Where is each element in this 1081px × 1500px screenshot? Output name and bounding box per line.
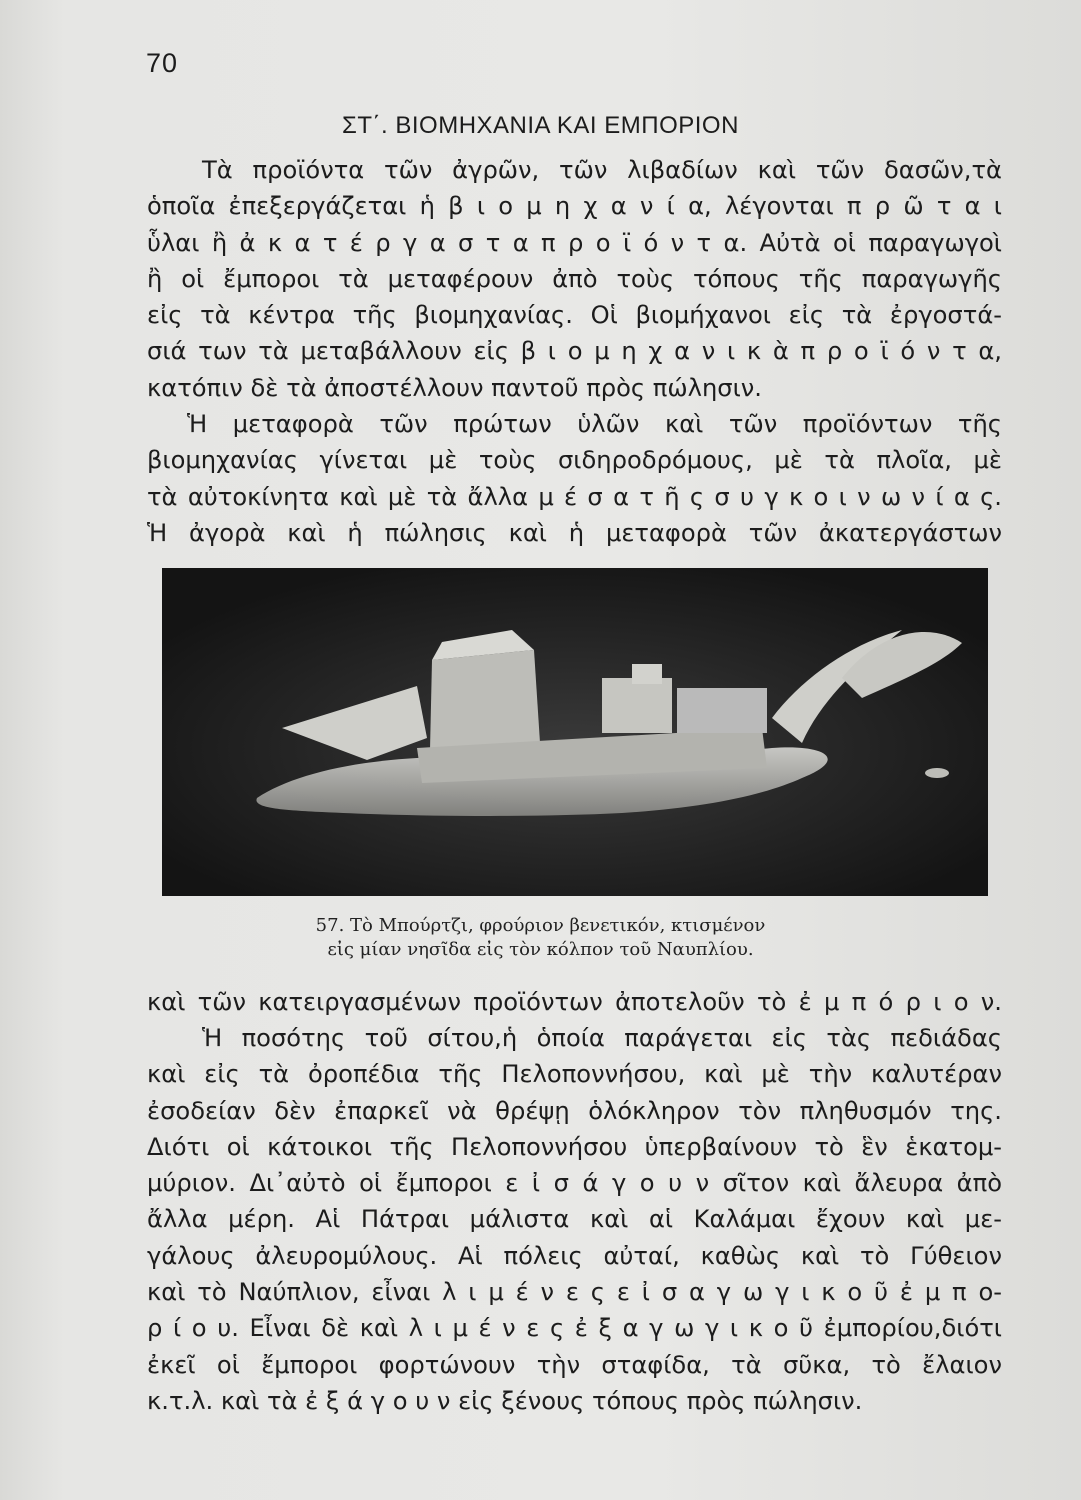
paragraph-4: [147, 1020, 1002, 1419]
section-heading: ΣΤ΄. ΒΙΟΜΗΧΑΝΙΑ ΚΑΙ ΕΜΠΟΡΙΟΝ: [342, 112, 739, 139]
text-line: ἢ οἱ ἔμποροι τὰ μεταφέρουν ἀπὸ τοὺς τόπους τῆς παραγωγῆς: [147, 264, 1002, 293]
page-number: 70: [146, 48, 179, 78]
text-line: κ.τ.λ. καὶ τὰ ἐ ξ ά γ ο υ ν εἰς ξένους τόπους πρὸς πώλησιν.: [147, 1386, 863, 1415]
figure-caption: [0, 914, 1081, 962]
text-line: μύριον. Δι᾽αὐτὸ οἱ ἔμποροι ε ἰ σ ά γ ο υ ν σῖτον καὶ ἄλευρα ἀπὸ: [147, 1169, 1002, 1198]
text-line: βιομηχανίας γίνεται μὲ τοὺς σιδηροδρόμους, μὲ τὰ πλοῖα, μὲ: [147, 446, 1002, 475]
text-line: καὶ τὸ Ναύπλιον, εἶναι λ ι μ έ ν ε ς ε ἰ σ α γ ω γ ι κ ο ῦ ἐ μ π ο-: [147, 1278, 1002, 1307]
text-line: γάλους ἀλευρομύλους. Αἱ πόλεις αὐταί, καθὼς καὶ τὸ Γύθειον: [147, 1241, 1002, 1270]
text-line: καὶ τῶν κατειργασμένων προϊόντων ἀποτελοῦν τὸ ἐ μ π ό ρ ι ο ν.: [147, 988, 1002, 1016]
fortress-photo: [162, 568, 988, 896]
text-line: ἄλλα μέρη. Αἱ Πάτραι μάλιστα καὶ αἱ Καλάμαι ἔχουν καὶ με-: [147, 1205, 1002, 1234]
caption-line: 57. Τὸ Μπούρτζι, φρούριον βενετικόν, κτισμένον: [315, 915, 766, 936]
text-line: ρ ί ο υ. Εἶναι δὲ καὶ λ ι μ έ ν ε ς ἐ ξ α γ ω γ ι κ ο ῦ ἐμπορίου,διότι: [147, 1314, 1002, 1343]
text-line: Ἡ ποσότης τοῦ σίτου,ἡ ὁποία παράγεται εἰς τὰς πεδιάδας: [202, 1024, 1002, 1052]
text-line: Διότι οἱ κάτοικοι τῆς Πελοποννήσου ὑπερβαίνουν τὸ ἓν ἑκατομ-: [147, 1132, 1002, 1161]
text-line: Ἡ ἀγορὰ καὶ ἡ πώλησις καὶ ἡ μεταφορὰ τῶν ἀκατεργάστων: [147, 518, 1002, 547]
paragraph-2: [147, 406, 1002, 551]
text-line: ἐκεῖ οἱ ἔμποροι φορτώνουν τὴν σταφίδα, τὰ σῦκα, τὸ ἔλαιον: [147, 1350, 1002, 1379]
text-line: Ἡ μεταφορὰ τῶν πρώτων ὑλῶν καὶ τῶν προϊόντων τῆς: [187, 410, 1002, 438]
text-line: ὗλαι ἢ ἀ κ α τ έ ρ γ α σ τ α π ρ ο ϊ ό ν τ α. Αὐτὰ οἱ παραγωγοὶ: [147, 228, 1002, 257]
text-line: σιά των τὰ μεταβάλλουν εἰς β ι ο μ η χ α ν ι κ ὰ π ρ ο ϊ ό ν τ α,: [147, 337, 1002, 366]
text-line: εἰς τὰ κέντρα τῆς βιομηχανίας. Οἱ βιομήχανοι εἰς τὰ ἐργοστά-: [147, 301, 1002, 330]
text-line: Τὰ προϊόντα τῶν ἀγρῶν, τῶν λιβαδίων καὶ τῶν δασῶν,τὰ: [202, 156, 1002, 184]
text-line: τὰ αὐτοκίνητα καὶ μὲ τὰ ἄλλα μ έ σ α τ ῆ ς σ υ γ κ ο ι ν ω ν ί α ς.: [147, 482, 1002, 511]
caption-line: εἰς μίαν νησῖδα εἰς τὸν κόλπον τοῦ Ναυπλίου.: [327, 939, 754, 960]
text-line: ἐσοδείαν δὲν ἐπαρκεῖ νὰ θρέψῃ ὁλόκληρον τὸν πληθυσμόν της.: [147, 1096, 1002, 1125]
text-line: καὶ εἰς τὰ ὀροπέδια τῆς Πελοποννήσου, καὶ μὲ τὴν καλυτέραν: [147, 1060, 1002, 1089]
paragraph-3: [147, 984, 1002, 1020]
text-line: ὁποῖα ἐπεξεργάζεται ἡ β ι ο μ η χ α ν ί α, λέγονται π ρ ῶ τ α ι: [147, 192, 1002, 221]
text-line: κατόπιν δὲ τὰ ἀποστέλλουν παντοῦ πρὸς πώλησιν.: [147, 373, 762, 402]
fortress-photo-icon: [162, 568, 988, 896]
paragraph-1: [147, 152, 1002, 406]
